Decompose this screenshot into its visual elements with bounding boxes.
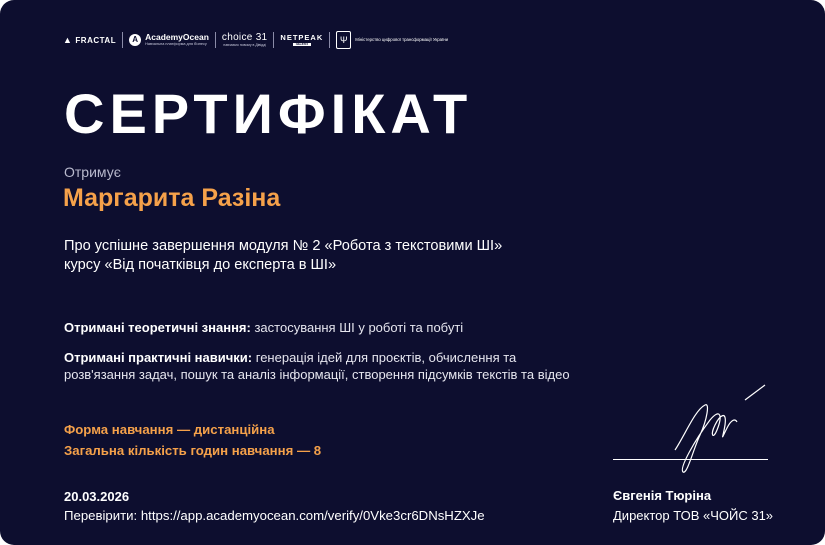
recipient-name: Маргарита Разіна bbox=[63, 184, 281, 212]
trident-icon: Ψ bbox=[336, 31, 351, 49]
certificate-title: СЕРТИФІКАТ bbox=[64, 82, 473, 145]
issue-date: 20.03.2026 bbox=[64, 489, 130, 504]
ministry-logo: Ψ Міністерство цифрової трансформації України bbox=[336, 31, 419, 49]
logo-divider bbox=[329, 32, 330, 48]
fractal-logo: ▲ FRACTAL bbox=[63, 35, 117, 45]
completion-statement: Про успішне завершення модуля № 2 «Робота з текстовими ШІ» курсу «Від початківця до експерта в ШІ» bbox=[64, 238, 503, 273]
logo-divider bbox=[215, 32, 216, 48]
logo-divider bbox=[122, 32, 123, 48]
academyocean-logo: A AcademyOcean Навчальна платформа для бізнесу bbox=[129, 33, 209, 46]
practical-skills: Отримані практичні навички: генерація ідей для проєктів, обчислення та розв'язання задач, пошук та аналіз інформації, створення підсумків текстів та відео bbox=[64, 350, 570, 382]
receives-label: Отримує bbox=[64, 164, 121, 180]
netpeak-talent-logo: NETPEAK TALENT bbox=[280, 33, 324, 46]
partner-logos bbox=[63, 31, 448, 49]
verify-link[interactable]: Перевірити: https://app.academyocean.com/verify/0Vke3cr6DNsHZXJe bbox=[64, 508, 485, 523]
academyocean-icon: A bbox=[129, 34, 141, 46]
study-info bbox=[64, 419, 321, 461]
drop-icon: ▲ bbox=[63, 35, 73, 45]
choice31-logo: choice 31 навчаємо новому в Дівідді bbox=[221, 31, 268, 47]
signer-name: Євгенія Тюріна bbox=[613, 488, 712, 503]
form-of-study: Форма навчання — дистанційна bbox=[64, 422, 275, 437]
signer-role: Директор ТОВ «ЧОЙС 31» bbox=[613, 508, 774, 523]
logo-divider bbox=[273, 32, 274, 48]
total-hours: Загальна кількість годин навчання — 8 bbox=[64, 443, 322, 458]
signature-line bbox=[613, 459, 768, 460]
theory-knowledge: Отримані теоретичні знання: застосування ШІ у роботі та побуті bbox=[64, 320, 464, 335]
signature bbox=[665, 380, 775, 480]
